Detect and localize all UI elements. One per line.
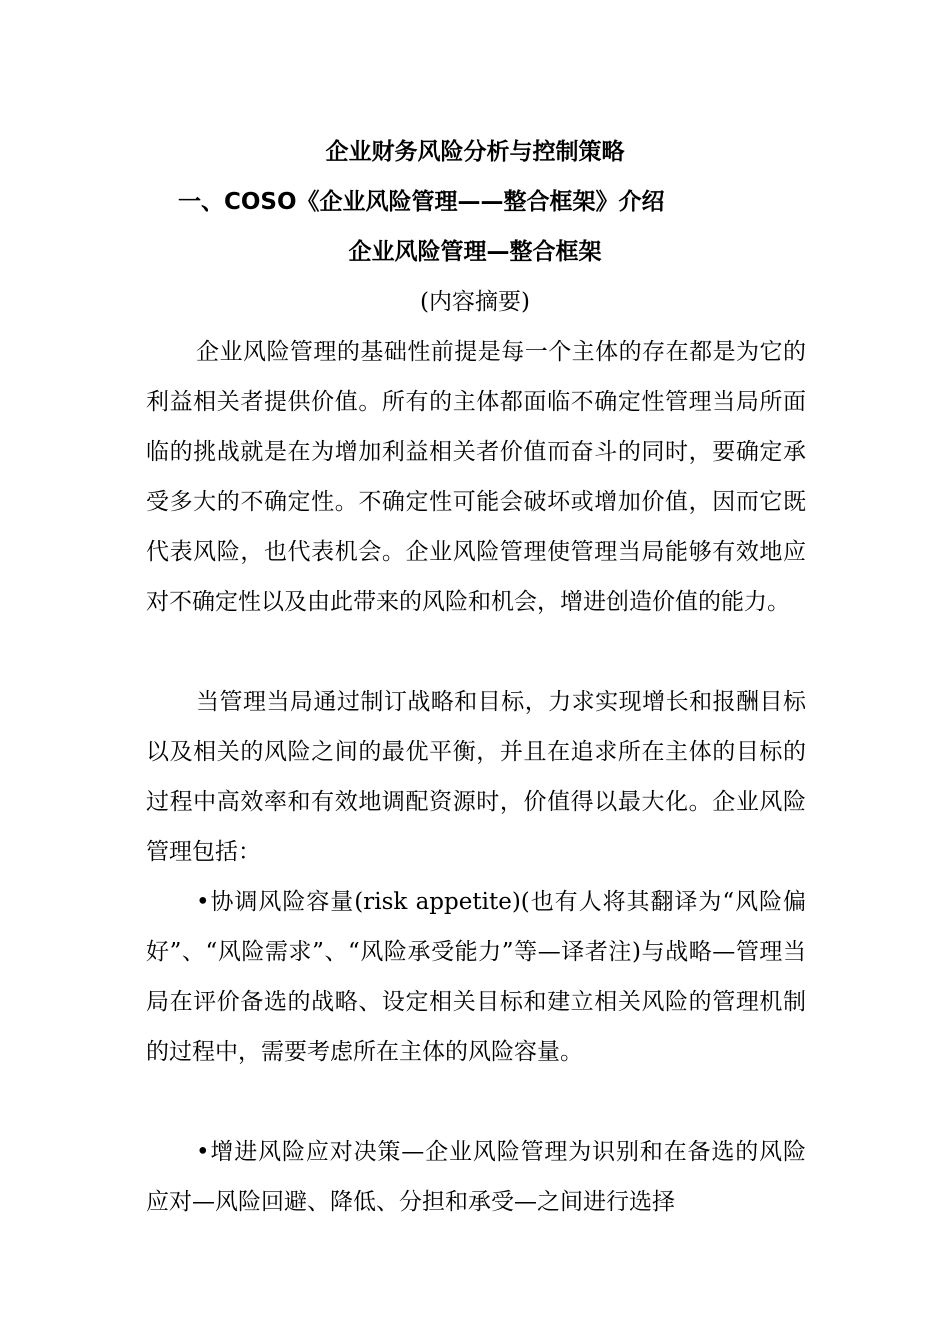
- paragraph-1: 企业风险管理的基础性前提是每一个主体的存在都是为它的利益相关者提供价值。所有的主体都面临不确定性管理当局所面临的挑战就是在为增加利益相关者价值而奋斗的同时，要确定承受多大的不确定性。不确定性可能会破坏或增加价值，因而它既代表风险，也代表机会。企业风险管理使管理当局能够有效地应对不确定性以及由此带来的风险和机会，增进创造价值的能力。: [146, 339, 806, 615]
- paragraph-bullet-2: •增进风险应对决策—企业风险管理为识别和在备选的风险应对—风险回避、降低、分担和承受—之间进行选择: [146, 1139, 806, 1215]
- section-heading: 一、COSO《企业风险管理——整合框架》介绍: [178, 189, 665, 215]
- framework-subtitle: 企业风险管理—整合框架: [348, 239, 602, 265]
- document-title: 企业财务风险分析与控制策略: [325, 139, 625, 165]
- summary-label: (内容摘要): [420, 289, 530, 315]
- paragraph-2: 当管理当局通过制订战略和目标，力求实现增长和报酬目标以及相关的风险之间的最优平衡，并且在追求所在主体的目标的过程中高效率和有效地调配资源时，价值得以最大化。企业风险管理包括：: [146, 689, 806, 865]
- paragraph-bullet-1: •协调风险容量(risk appetite)(也有人将其翻译为“风险偏好”、“风险需求”、“风险承受能力”等—译者注)与战略—管理当局在评价备选的战略、设定相关目标和建立相关风险的管理机制的过程中，需要考虑所在主体的风险容量。: [146, 889, 806, 1065]
